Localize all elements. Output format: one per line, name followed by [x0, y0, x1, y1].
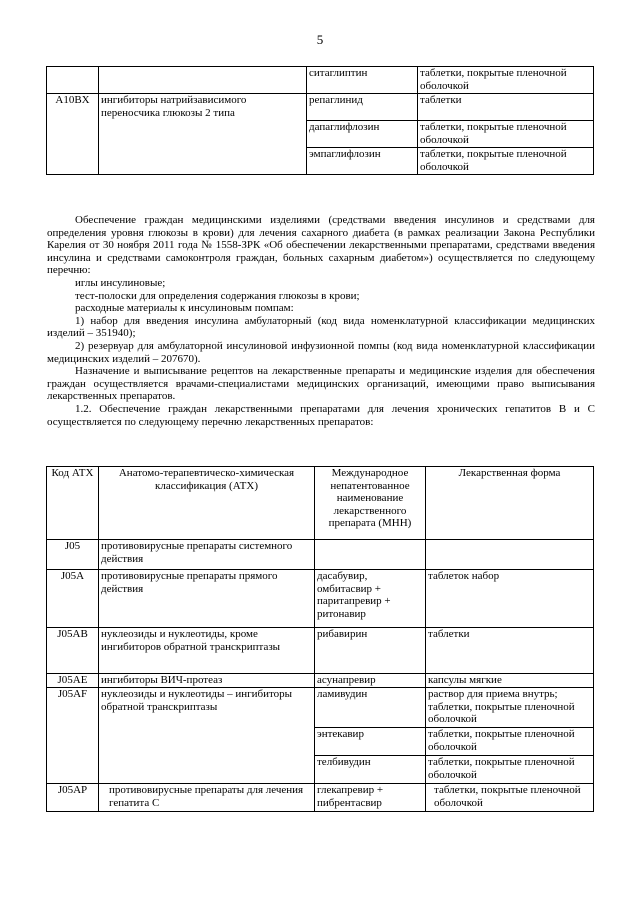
table-row	[47, 94, 594, 121]
table-row	[47, 674, 594, 688]
header-class: Анатомо-терапевтическо-химическая классификация (АТХ)	[99, 467, 315, 540]
atc-class-cell: противовирусные препараты прямого действия	[99, 570, 315, 628]
form-cell: таблетки	[418, 94, 594, 121]
paragraph-supplies: Обеспечение граждан медицинскими изделиями (средствами введения инсулинов и средствами для определения уровня глюкозы в крови) для лечения сахарного диабета (в рамках реализации Закона Республики Карелия от 30 ноября 2011 года № 1558-ЗРК «Об обеспечении лекарственными препаратами, средствами введения инсулина и средствами самоконтроля граждан, больных сахарным диабетом») осуществляется по следующему перечню:	[47, 214, 595, 277]
atc-code-cell: J05AP	[47, 784, 99, 812]
page-number: 5	[316, 32, 324, 47]
mnn-cell: ламивудин	[315, 688, 426, 728]
form-cell: таблетки	[426, 628, 594, 674]
list-item: расходные материалы к инсулиновым помпам:	[75, 302, 294, 315]
atc-code-cell: J05AF	[47, 688, 99, 784]
table-row	[47, 540, 594, 570]
mnn-cell: энтекавир	[315, 728, 426, 756]
body-text	[47, 214, 595, 428]
atc-code-cell: J05	[47, 540, 99, 570]
header-code: Код АТХ	[47, 467, 99, 540]
mnn-cell: ситаглиптин	[307, 67, 418, 94]
form-cell: таблетки, покрытые пленочной оболочкой	[418, 148, 594, 175]
form-cell: таблетки, покрытые пленочной оболочкой	[418, 121, 594, 148]
mnn-cell: телбивудин	[315, 756, 426, 784]
hepatitis-drug-table	[46, 466, 594, 812]
mnn-cell: дапаглифлозин	[307, 121, 418, 148]
drug-table-continued	[46, 66, 594, 175]
list-subitem: 2) резервуар для амбулаторной инсулиновой инфузионной помпы (код вида номенклатурной классификации медицинских изделий – 207670).	[47, 339, 595, 365]
mnn-cell: рибавирин	[315, 628, 426, 674]
mnn-cell	[315, 540, 426, 570]
paragraph-prescription: Назначение и выписывание рецептов на лекарственные препараты и медицинские изделия для обеспечения граждан осуществляется врачами-специалистами медицинских организаций, имеющими право выписывания лекарственных препаратов.	[47, 365, 595, 403]
table-row	[47, 570, 594, 628]
atc-class-cell: противовирусные препараты системного действия	[99, 540, 315, 570]
header-mnn: Международное непатентованное наименование лекарственного препарата (МНН)	[315, 467, 426, 540]
list-item: тест-полоски для определения содержания глюкозы в крови;	[75, 289, 360, 302]
form-cell: таблеток набор	[426, 570, 594, 628]
mnn-cell: асунапревир	[315, 674, 426, 688]
form-cell: таблетки, покрытые пленочной оболочкой	[426, 728, 594, 756]
list-subitem: 1) набор для введения инсулина амбулаторный (код вида номенклатурной классификации медицинских изделий – 351940);	[47, 314, 595, 340]
atc-code-cell: J05AE	[47, 674, 99, 688]
atc-class-cell: нуклеозиды и нуклеотиды, кроме ингибиторов обратной транскриптазы	[99, 628, 315, 674]
mnn-cell: репаглинид	[307, 94, 418, 121]
mnn-cell: глекапревир + пибрентасвир	[315, 784, 426, 812]
table-row	[47, 784, 594, 812]
atc-class-cell	[99, 67, 307, 94]
table-row	[47, 688, 594, 728]
form-cell	[426, 540, 594, 570]
table-row	[47, 67, 594, 94]
atc-code-cell: A10BX	[47, 94, 99, 175]
form-cell: таблетки, покрытые пленочной оболочкой	[426, 784, 594, 812]
list-item: иглы инсулиновые;	[75, 276, 166, 289]
mnn-cell: эмпаглифлозин	[307, 148, 418, 175]
form-cell: таблетки, покрытые пленочной оболочкой	[426, 756, 594, 784]
atc-code-cell: J05A	[47, 570, 99, 628]
table-row	[47, 628, 594, 674]
atc-class-cell: противовирусные препараты для лечения гепатита С	[99, 784, 315, 812]
atc-code-cell	[47, 67, 99, 94]
paragraph-hepatitis: 1.2. Обеспечение граждан лекарственными препаратами для лечения хронических гепатитов B и C осуществляется по следующему перечню лекарственных препаратов:	[47, 402, 595, 428]
table-header-row	[47, 467, 594, 540]
atc-code-cell: J05AB	[47, 628, 99, 674]
form-cell: капсулы мягкие	[426, 674, 594, 688]
mnn-cell: дасабувир, омбитасвир + паритапревир + ритонавир	[315, 570, 426, 628]
form-cell: раствор для приема внутрь; таблетки, покрытые пленочной оболочкой	[426, 688, 594, 728]
atc-class-cell: ингибиторы ВИЧ-протеаз	[99, 674, 315, 688]
atc-class-cell: ингибиторы натрийзависимого переносчика глюкозы 2 типа	[99, 94, 307, 175]
form-cell: таблетки, покрытые пленочной оболочкой	[418, 67, 594, 94]
header-form: Лекарственная форма	[426, 467, 594, 540]
atc-class-cell: нуклеозиды и нуклеотиды – ингибиторы обратной транскриптазы	[99, 688, 315, 784]
